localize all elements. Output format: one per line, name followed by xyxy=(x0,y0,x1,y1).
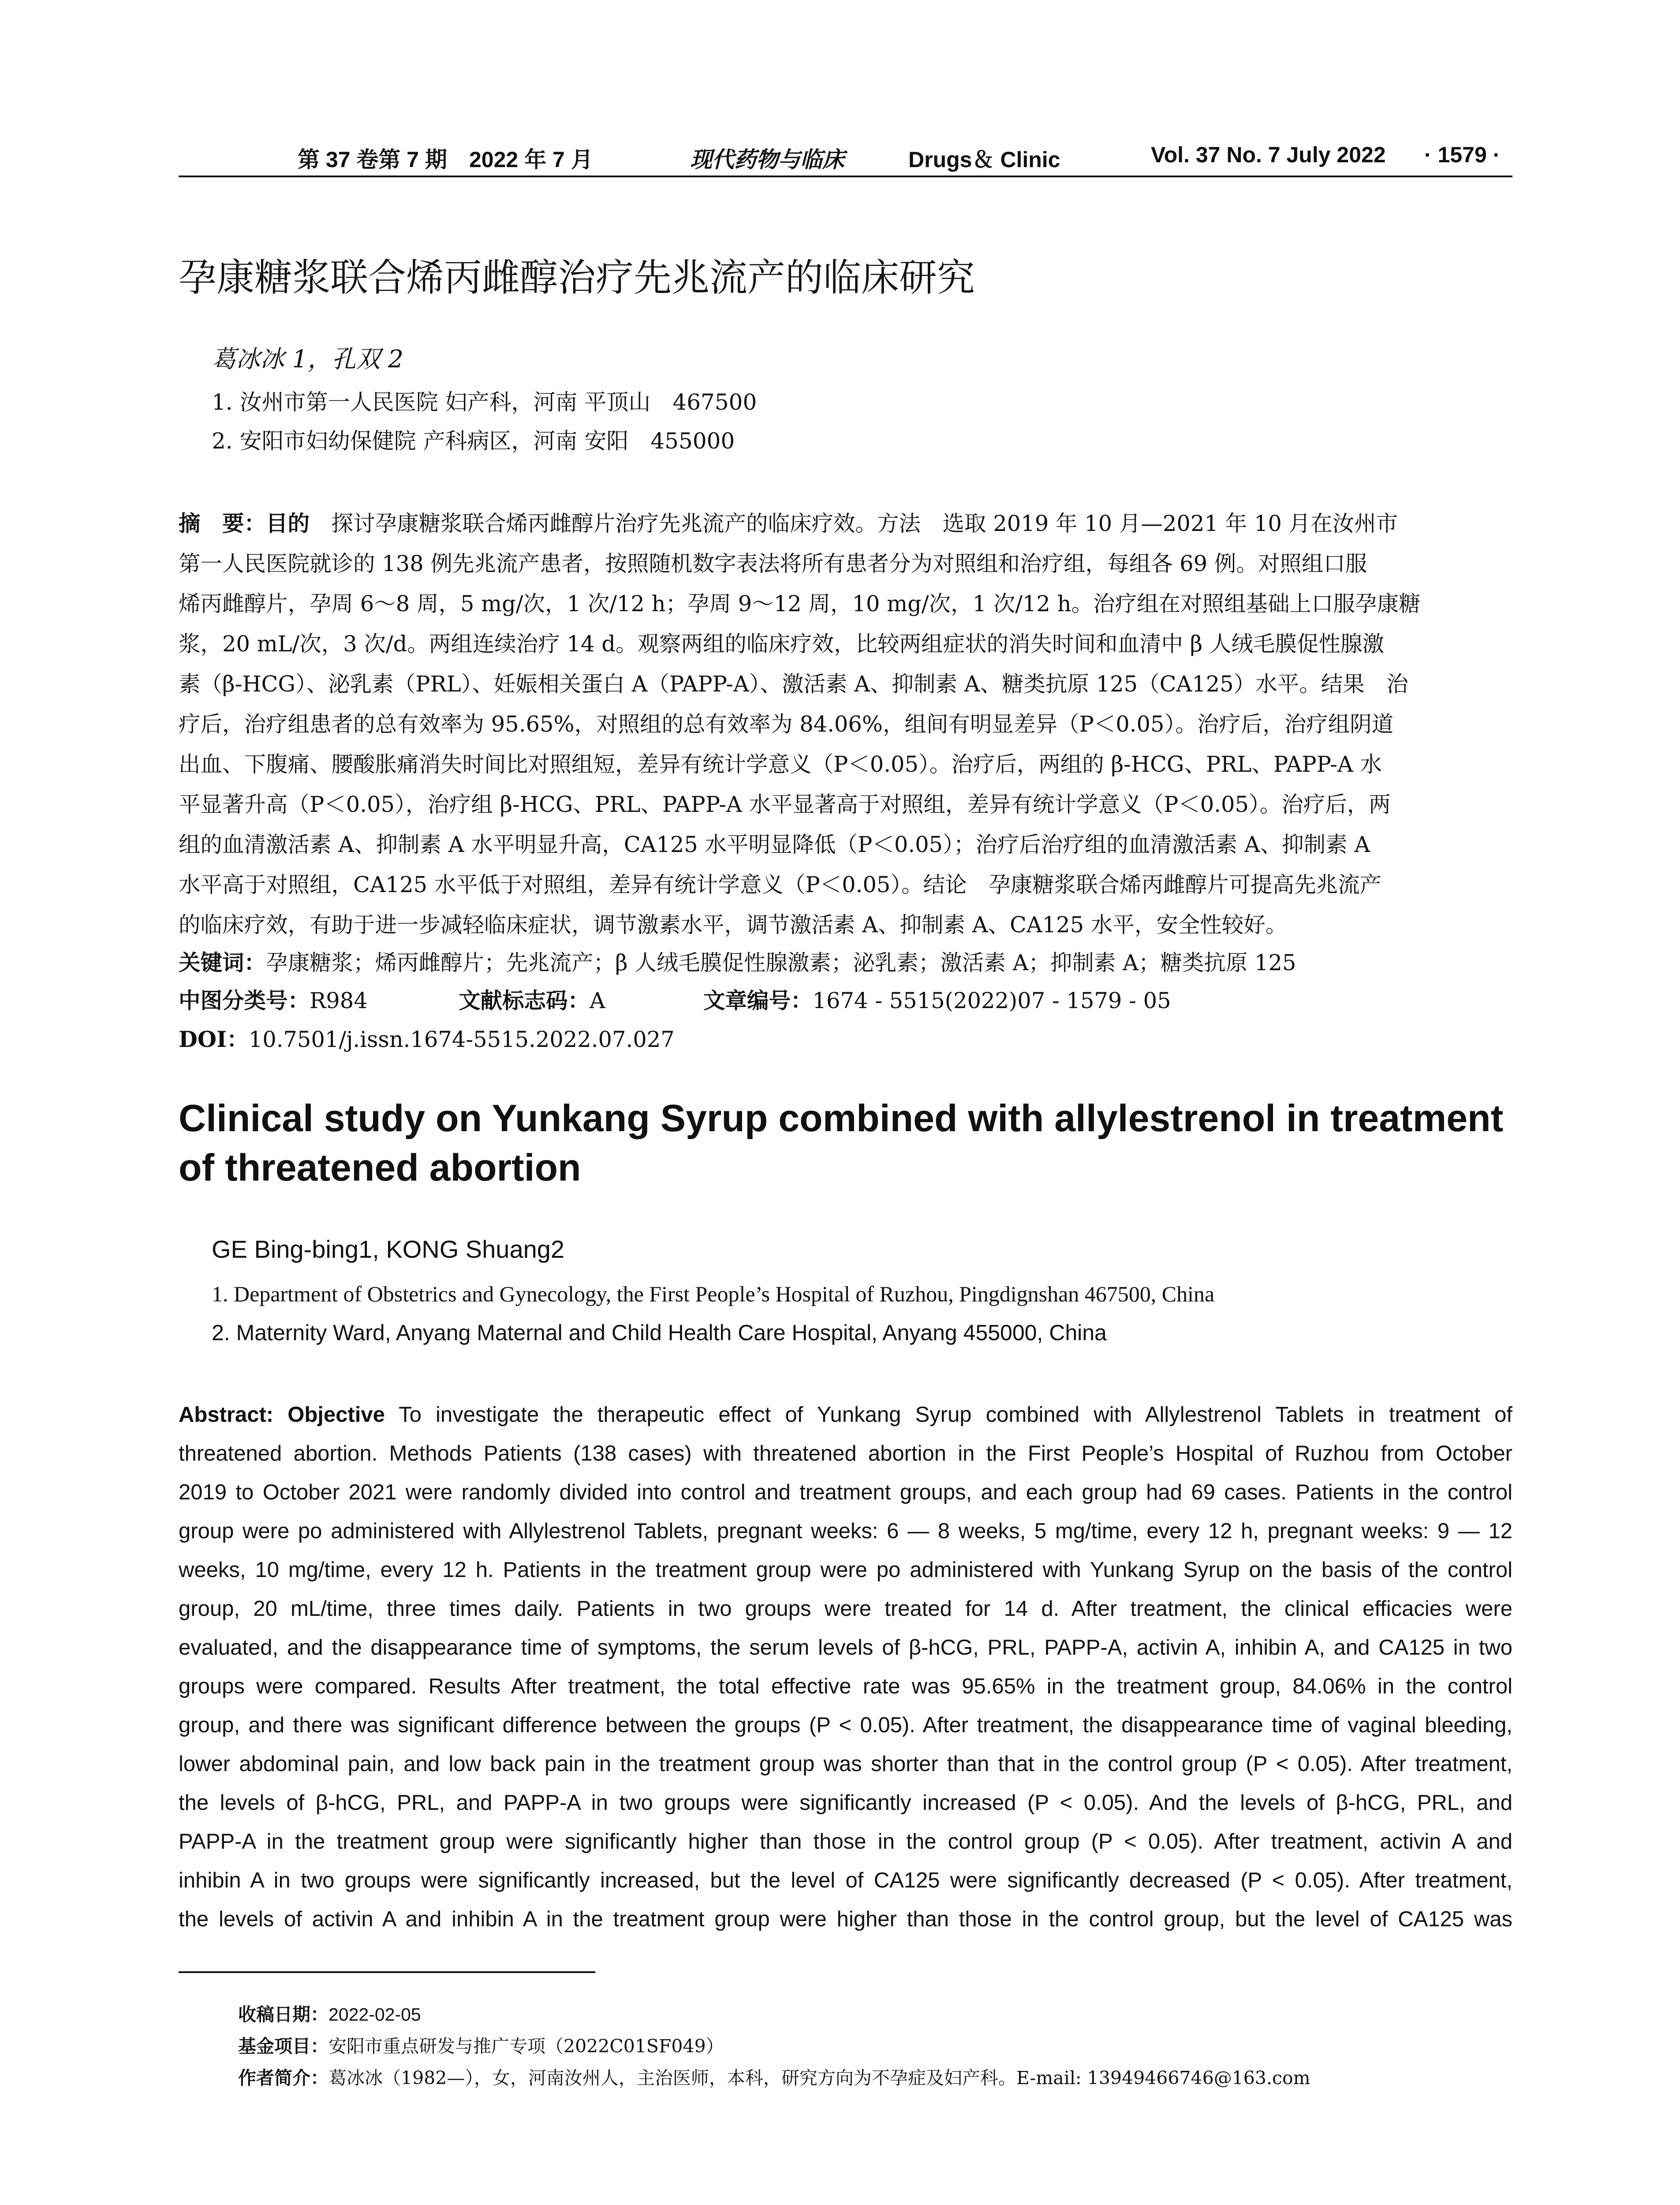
cn-abstract-line: 水平高于对照组，CA125 水平低于对照组，差异有统计学意义（P＜0.05）。结论 孕康糖浆联合烯丙雌醇片可提高先兆流产 xyxy=(179,872,1382,897)
cn-abstract-line: 出血、下腹痛、腰酸胀痛消失时间比对照组短，差异有统计学意义（P＜0.05）。治疗后，两组的 β-HCG、PRL、PAPP-A 水 xyxy=(179,751,1382,777)
cn-document-code: 文献标志码：A xyxy=(459,988,605,1013)
en-abstract-line: 2019 to October 2021 were randomly divided into control and treatment groups, and each group had 69 cases. Patients in the control xyxy=(179,1480,1512,1504)
en-affiliation-2: 2. Maternity Ward, Anyang Maternal and Child Health Care Hospital, Anyang 455000, China xyxy=(212,1320,1107,1345)
cn-abstract-line: 素（β-HCG）、泌乳素（PRL）、妊娠相关蛋白 A（PAPP-A）、激活素 A、抑制素 A、糖类抗原 125（CA125）水平。结果 治 xyxy=(179,671,1408,697)
header-journal-cn: 现代药物与临床 xyxy=(690,146,844,172)
en-abstract-line: PAPP-A in the treatment group were significantly higher than those in the control group (P < 0.05). After treatment, activin A and xyxy=(179,1830,1512,1854)
cn-abstract-label: 摘 要：目的 xyxy=(179,511,310,536)
en-abstract-line: the levels of β-hCG, PRL, and PAPP-A in two groups were significantly increased (P < 0.05). And the levels of β-hCG, PRL, and xyxy=(179,1791,1512,1815)
header-issue-cn: 第 37 卷第 7 期 2022 年 7 月 xyxy=(298,147,593,172)
header-page-number: · 1579 · xyxy=(1424,142,1501,167)
en-abstract-line: lower abdominal pain, and low back pain in the treatment group was shorter than that in the control group (P < 0.05). After treatment, xyxy=(179,1752,1512,1776)
en-abstract-line: the levels of activin A and inhibin A in the treatment group were higher than those in the control group, but the level of CA125 was xyxy=(179,1907,1512,1931)
doi: DOI：10.7501/j.issn.1674-5515.2022.07.027 xyxy=(179,1027,675,1052)
cn-abstract-line: 第一人民医院就诊的 138 例先兆流产患者，按照随机数字表法将所有患者分为对照组和治疗组，每组各 69 例。对照组口服 xyxy=(179,551,1367,576)
en-abstract-line: group, and there was significant difference between the groups (P < 0.05). After treatment, the disappearance time of vaginal bleeding, xyxy=(179,1713,1512,1737)
footnote-author-bio: 作者简介：葛冰冰（1982—），女，河南汝州人，主治医师，本科，研究方向为不孕症及妇产科。E-mail: 13949466746@163.com xyxy=(238,2067,1310,2089)
header-rule xyxy=(179,176,1512,177)
footnote-rule xyxy=(179,1971,595,1973)
en-abstract-line: weeks, 10 mg/time, every 12 h. Patients in the treatment group were po administered with Yunkang Syrup on the basis of the control xyxy=(179,1558,1512,1582)
en-abstract-line: threatened abortion. Methods Patients (138 cases) with threatened abortion in the First People’s Hospital of Ruzhou from October xyxy=(179,1442,1512,1465)
cn-abstract-line: 浆，20 mL/次，3 次/d。两组连续治疗 14 d。观察两组的临床疗效，比较两组症状的消失时间和血清中 β 人绒毛膜促性腺激 xyxy=(179,631,1385,657)
cn-title: 孕康糖浆联合烯丙雌醇治疗先兆流产的临床研究 xyxy=(179,256,975,300)
cn-abstract-line: 的临床疗效，有助于进一步减轻临床症状，调节激素水平，调节激活素 A、抑制素 A、CA125 水平，安全性较好。 xyxy=(179,912,1288,938)
cn-abstract-line: 疗后，治疗组患者的总有效率为 95.65%，对照组的总有效率为 84.06%，组间有明显差异（P＜0.05）。治疗后，治疗组阴道 xyxy=(179,711,1394,737)
header-journal-en: Drugs＆ Clinic xyxy=(908,147,1060,172)
cn-classification: 中图分类号：R984 xyxy=(179,988,368,1013)
cn-abstract-line: 摘 要：目的 探讨孕康糖浆联合烯丙雌醇片治疗先兆流产的临床疗效。方法 选取 2019 年 10 月—2021 年 10 月在汝州市 xyxy=(179,511,1398,536)
footnote-received: 收稿日期：2022-02-05 xyxy=(238,2004,421,2025)
cn-authors: 葛冰冰 1，孔双 2 xyxy=(212,345,403,373)
cn-abstract-line: 平显著升高（P＜0.05），治疗组 β-HCG、PRL、PAPP-A 水平显著高于对照组，差异有统计学意义（P＜0.05）。治疗后，两 xyxy=(179,792,1391,817)
en-abstract-line: group, 20 mL/time, three times daily. Patients in two groups were treated for 14 d. After treatment, the clinical efficacies were xyxy=(179,1597,1512,1621)
en-abstract-line: group were po administered with Allylestrenol Tablets, pregnant weeks: 6 — 8 weeks, 5 mg/time, every 12 h, pregnant weeks: 9 — 12 xyxy=(179,1519,1512,1543)
header-issue-en: Vol. 37 No. 7 July 2022 xyxy=(1151,142,1386,167)
en-abstract-line: Abstract: Objective To investigate the therapeutic effect of Yunkang Syrup combined with Allylestrenol Tablets in treatment of xyxy=(179,1403,1512,1427)
en-authors: GE Bing-bing1, KONG Shuang2 xyxy=(212,1235,565,1263)
en-title: Clinical study on Yunkang Syrup combined with allylestrenol in treatment of threatened abortion xyxy=(179,1097,1504,1189)
footnote-funding: 基金项目：安阳市重点研发与推广专项（2022C01SF049） xyxy=(238,2036,724,2057)
en-abstract-line: evaluated, and the disappearance time of symptoms, the serum levels of β-hCG, PRL, PAPP-A, activin A, inhibin A, and CA125 in two xyxy=(179,1636,1512,1659)
en-abstract-line: inhibin A in two groups were significantly increased, but the level of CA125 were significantly decreased (P < 0.05). After treatment, xyxy=(179,1869,1512,1892)
cn-keywords: 关键词：孕康糖浆；烯丙雌醇片；先兆流产；β 人绒毛膜促性腺激素；泌乳素；激活素 A；抑制素 A；糖类抗原 125 xyxy=(179,950,1296,975)
clc-number: R984 xyxy=(310,988,368,1013)
en-abstract-label: Abstract: Objective xyxy=(179,1403,385,1427)
cn-article-number: 文章编号：1674 - 5515(2022)07 - 1579 - 05 xyxy=(703,988,1171,1013)
cn-abstract-line: 组的血清激活素 A、抑制素 A 水平明显升高，CA125 水平明显降低（P＜0.05）；治疗后治疗组的血清激活素 A、抑制素 A xyxy=(179,832,1370,857)
en-abstract-line: groups were compared. Results After treatment, the total effective rate was 95.65% in the treatment group, 84.06% in the control xyxy=(179,1674,1512,1698)
cn-affiliation-2: 2. 安阳市妇幼保健院 产科病区，河南 安阳 455000 xyxy=(212,428,735,454)
en-affiliation-1: 1. Department of Obstetrics and Gynecology, the First People’s Hospital of Ruzhou, Pingdignshan 467500, China xyxy=(212,1282,1215,1306)
running-header xyxy=(179,142,1512,174)
cn-abstract-line: 烯丙雌醇片，孕周 6～8 周，5 mg/次，1 次/12 h；孕周 9～12 周，10 mg/次，1 次/12 h。治疗组在对照组基础上口服孕康糖 xyxy=(179,591,1421,617)
cn-affiliation-1: 1. 汝州市第一人民医院 妇产科，河南 平顶山 467500 xyxy=(212,389,757,415)
doi-link: 10.7501/j.issn.1674-5515.2022.07.027 xyxy=(248,1027,675,1052)
